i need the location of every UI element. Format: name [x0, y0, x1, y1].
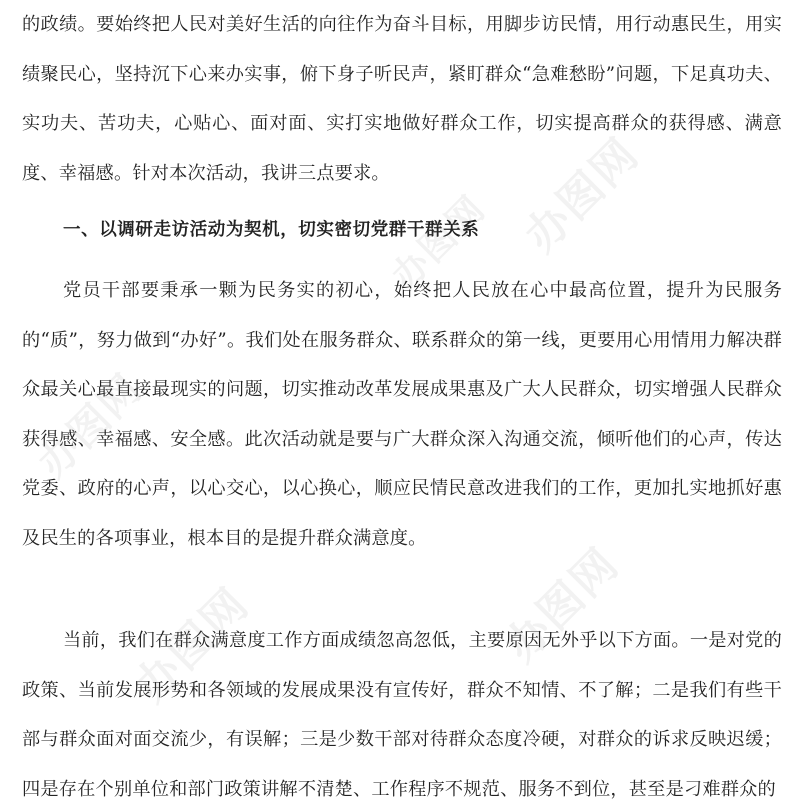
intro-paragraph: 的政绩。要始终把人民对美好生活的向往作为奋斗目标，用脚步访民情，用行动惠民生，用实绩聚民心，坚持沉下心来办实事，俯下身子听民声，紧盯群众“急难愁盼”问题，下足真功夫、实功夫、苦功夫，心贴心、面对面、实打实地做好群众工作，切实提高群众的获得感、满意度、幸福感。针对本次活动，我讲三点要求。 [22, 14, 782, 184]
section-heading: 一、以调研走访活动为契机，切实密切党群干群关系 [63, 220, 480, 240]
section-paragraph: 党员干部要秉承一颗为民务实的初心，始终把人民放在心中最高位置，提升为民服务的“质”，努力做到“办好”。我们处在服务群众、联系群众的第一线，更要用心用情用力解决群众最关心最直接最现实的问题，切实推动改革发展成果惠及广大人民群众，切实增强人民群众获得感、幸福感、安全感。此次活动就是要与广大群众深入沟通交流，倾听他们的心声，传达党委、政府的心声，以心交心，以心换心，顺应民情民意改进我们的工作，更加扎实地抓好惠及民生的各项事业，根本目的是提升群众满意度。 [22, 280, 782, 549]
watermark-logo: 办图网 [515, 128, 650, 263]
watermark-logo: 办图网 [384, 187, 494, 298]
watermark-logo: 办图网 [125, 578, 260, 713]
current-paragraph: 当前，我们在群众满意度工作方面成绩忽高忽低，主要原因无外乎以下方面。一是对党的政策、当前发展形势和各领域的发展成果没有宣传好，群众不知情、不了解；二是我们有些干部与群众面对面交流少，有误解；三是少数干部对待群众态度冷硬，对群众的诉求反映迟缓；四是存在个别单位和部门政策讲解不清楚、工作程序不规范、服务不到位，甚至是刁难群众的 [22, 630, 782, 800]
watermark-logo: 办图网 [495, 538, 630, 673]
watermark-logo: 办图网 [29, 365, 152, 487]
